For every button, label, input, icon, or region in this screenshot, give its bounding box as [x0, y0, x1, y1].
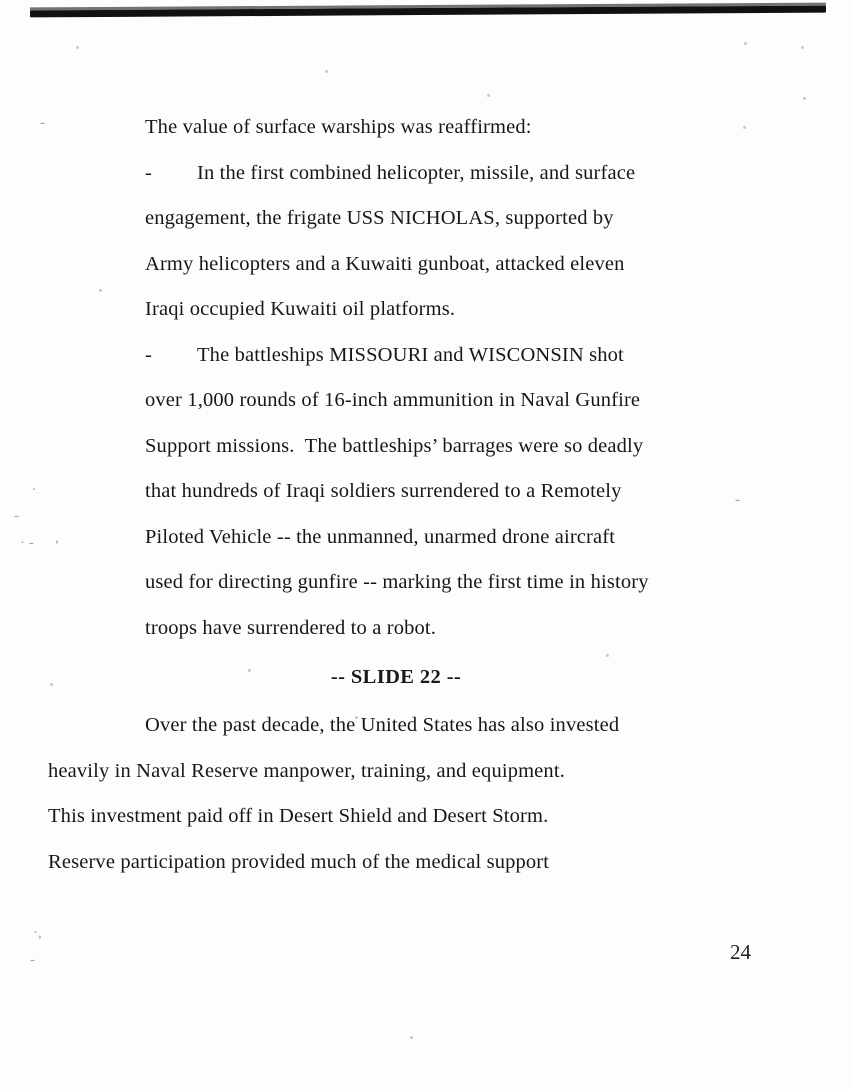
paragraph-line: that hundreds of Iraqi soldiers surrendered to a Remotely [145, 480, 622, 502]
scan-edge-bar [30, 6, 826, 18]
scan-speck [801, 46, 804, 49]
scan-mark: - [30, 952, 35, 968]
paragraph-line: Army helicopters and a Kuwaiti gunboat, attacked eleven [145, 252, 625, 275]
page-number: 24 [730, 940, 751, 964]
bullet-list-item [96, 151, 756, 197]
bullet-list-item [96, 333, 756, 379]
scan-speck [744, 42, 747, 45]
paragraph-line: Piloted Vehicle -- the unmanned, unarmed drone aircraft [145, 525, 616, 548]
bullet-dash: - [145, 343, 152, 366]
scan-speck [410, 1036, 413, 1039]
paragraph-line: engagement, the frigate USS NICHOLAS, supported by [145, 207, 614, 229]
scan-speck [803, 97, 806, 100]
bullet-text: In the first combined helicopter, missile, and surface [197, 161, 636, 184]
scan-mark: - [14, 508, 19, 524]
scan-mark: - [735, 492, 740, 508]
paragraph-line: Iraqi occupied Kuwaiti oil platforms. [145, 298, 456, 320]
paragraph-line: heavily in Naval Reserve manpower, training, and equipment. [48, 759, 565, 782]
paragraph-line: This investment paid off in Desert Shield and Desert Storm. [48, 805, 549, 827]
paragraph-line: Support missions. The battleships’ barrages were so deadly [145, 434, 644, 457]
scan-mark: · - [20, 535, 34, 551]
scan-speck [50, 683, 53, 686]
bullet-dash: - [145, 161, 152, 184]
scan-mark: . [32, 478, 36, 494]
scan-mark: , [55, 530, 59, 546]
scan-mark: - [40, 115, 45, 131]
paragraph-line: The value of surface warships was reaffirmed: [145, 116, 532, 138]
scan-speck [76, 46, 79, 49]
paragraph-line: troops have surrendered to a robot. [145, 616, 437, 639]
paragraph-line: Reserve participation provided much of the medical support [48, 850, 550, 873]
slide-heading: -- SLIDE 22 -- [330, 666, 462, 688]
paragraph-line: used for directing gunfire -- marking the first time in history [145, 571, 649, 593]
paragraph-line: Over the past decade, the United States has also invested [145, 714, 620, 736]
paragraph-line: over 1,000 rounds of 16-inch ammunition in Naval Gunfire [145, 389, 641, 411]
scan-mark: ·, [33, 925, 42, 941]
scan-speck [325, 70, 328, 73]
scan-speck [487, 94, 490, 97]
document-text-block [48, 105, 756, 885]
bullet-text: The battleships MISSOURI and WISCONSIN shot [197, 343, 624, 366]
